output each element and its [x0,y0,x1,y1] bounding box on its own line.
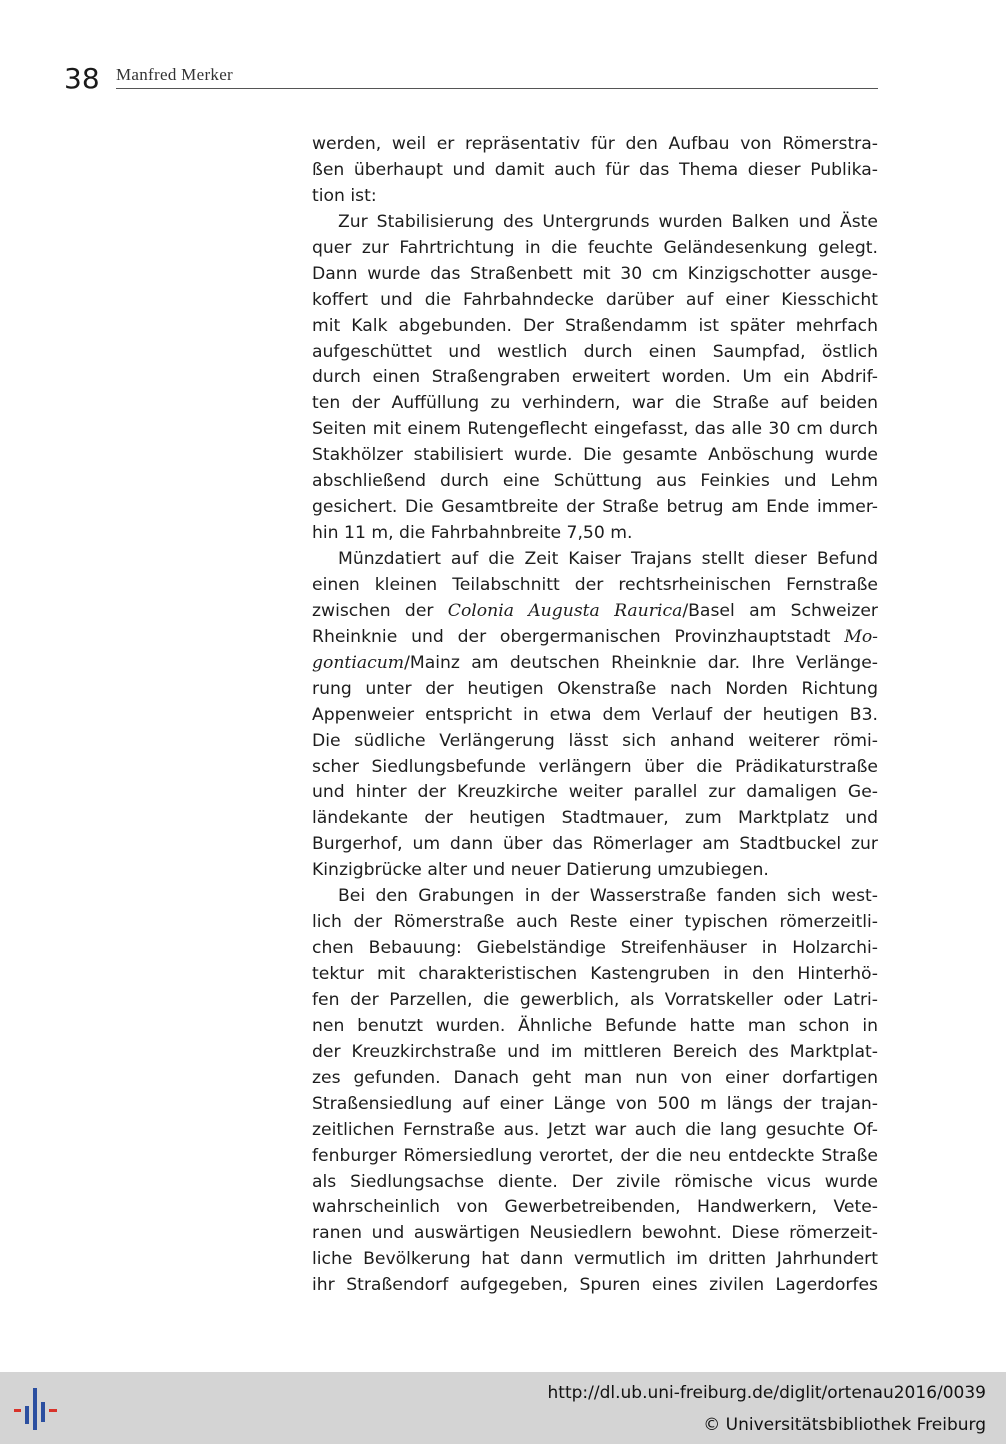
text-line: abschließend durch eine Schüttung aus Feinkies und Lehm [312,471,878,492]
text-line: Straßensiedlung auf einer Länge von 500 m längs der trajan- [312,1093,878,1114]
text-line: zes gefunden. Danach geht man nun von einer dorfartigen [312,1067,878,1088]
italic-place-name: gontiacum [312,652,405,673]
running-head-author: Manfred Merker [116,65,234,84]
text-line: Appenweier entspricht in etwa dem Verlauf der heutigen B3. [312,704,878,725]
text-line: quer zur Fahrtrichtung in die feuchte Geländesenkung gelegt. [312,237,878,258]
text-line: mit Kalk abgebunden. Der Straßendamm ist später mehrfach [312,315,878,336]
text-line [312,599,878,625]
text-span: zwischen der [312,600,448,621]
text-line: nen benutzt wurden. Ähnliche Befunde hatte man schon in [312,1015,878,1036]
text-line: ihr Straßendorf aufgegeben, Spuren eines zivilen Lagerdorfes [312,1275,878,1296]
text-line: rung unter der heutigen Okenstraße nach Norden Richtung [312,678,878,699]
text-line: Münzdatiert auf die Zeit Kaiser Trajans stellt dieser Befund [338,549,878,569]
ub-freiburg-logo-icon[interactable] [12,1382,64,1434]
text-line: Dann wurde das Straßenbett mit 30 cm Kinzigschotter ausge- [312,263,878,284]
page-number: 38 [64,62,100,95]
text-line [312,625,878,651]
text-line: fenburger Römersiedlung verortet, der die neu entdeckte Straße [312,1145,878,1166]
italic-place-name: Mo- [844,626,878,647]
text-line: zeitlichen Fernstraße aus. Jetzt war auch die lang gesuchte Of- [312,1119,878,1140]
text-line: Kinzigbrücke alter und neuer Datierung umzubiegen. [312,860,769,881]
text-line: und hinter der Kreuzkirche weiter parallel zur damaligen Ge- [312,782,878,803]
footer-bar [0,1372,1006,1444]
body-text [312,132,878,1299]
text-span: Rheinknie und der obergermanischen Provinzhauptstadt [312,626,845,647]
text-line: gesichert. Die Gesamtbreite der Straße betrug am Ende immer- [312,497,878,518]
text-line: fen der Parzellen, die gewerblich, als Vorratskeller oder Latri- [312,989,878,1010]
text-line: aufgeschüttet und westlich durch einen Saumpfad, östlich [312,341,878,362]
text-line: wahrscheinlich von Gewerbetreibenden, Handwerkern, Vete- [312,1197,878,1218]
text-line: hin 11 m, die Fahrbahnbreite 7,50 m. [312,523,633,544]
text-line: ßen überhaupt und damit auch für das Thema dieser Publika- [312,159,878,180]
source-url-link[interactable]: http://dl.ub.uni-freiburg.de/diglit/ortenau2016/0039 [547,1383,986,1403]
text-line [312,651,878,677]
text-line: ländekante der heutigen Stadtmauer, zum Marktplatz und [312,808,878,829]
text-line: koffert und die Fahrbahndecke darüber auf einer Kiesschicht [312,289,878,310]
text-line: der Kreuzkirchstraße und im mittleren Bereich des Marktplat- [312,1041,878,1062]
text-line: lich der Römerstraße auch Reste einer typischen römerzeitli- [312,912,878,933]
text-span: /Basel am Schweizer [682,600,878,621]
text-line: Stakhölzer stabilisiert wurde. Die gesamte Anböschung wurde [312,445,878,466]
text-line: durch einen Straßengraben erweitert worden. Um ein Abdrif- [312,367,878,388]
text-line: Burgerhof, um dann über das Römerlager am Stadtbuckel zur [312,834,878,855]
text-line: Bei den Grabungen in der Wasserstraße fanden sich west- [338,886,878,907]
text-span: /Mainz am deutschen Rheinknie dar. Ihre Verlänge- [404,652,878,673]
text-line: tektur mit charakteristischen Kastengruben in den Hinterhö- [312,964,878,984]
text-line: scher Siedlungsbefunde verlängern über die Prädikaturstraße [312,756,878,777]
text-line: tion ist: [312,185,377,206]
text-line: ranen und auswärtigen Neusiedlern bewohnt. Diese römerzeit- [312,1223,878,1244]
text-line: ten der Auffüllung zu verhindern, war die Straße auf beiden [312,393,878,414]
header-rule [116,88,878,89]
text-line: Die südliche Verlängerung lässt sich anhand weiterer römi- [312,730,878,751]
italic-place-name: Colonia Augusta Raurica [447,600,683,621]
copyright-notice: © Universitätsbibliothek Freiburg [703,1415,986,1435]
text-line: einen kleinen Teilabschnitt der rechtsrheinischen Fernstraße [312,574,878,595]
text-line: werden, weil er repräsentativ für den Aufbau von Römerstra- [312,134,878,154]
text-line: chen Bebauung: Giebelständige Streifenhäuser in Holzarchi- [312,938,878,959]
text-line: Zur Stabilisierung des Untergrunds wurden Balken und Äste [338,211,878,232]
text-line: liche Bevölkerung hat dann vermutlich im dritten Jahrhundert [312,1249,878,1270]
text-line: als Siedlungsachse diente. Der zivile römische vicus wurde [312,1171,878,1192]
text-line: Seiten mit einem Rutengeflecht eingefasst, das alle 30 cm durch [312,419,878,440]
